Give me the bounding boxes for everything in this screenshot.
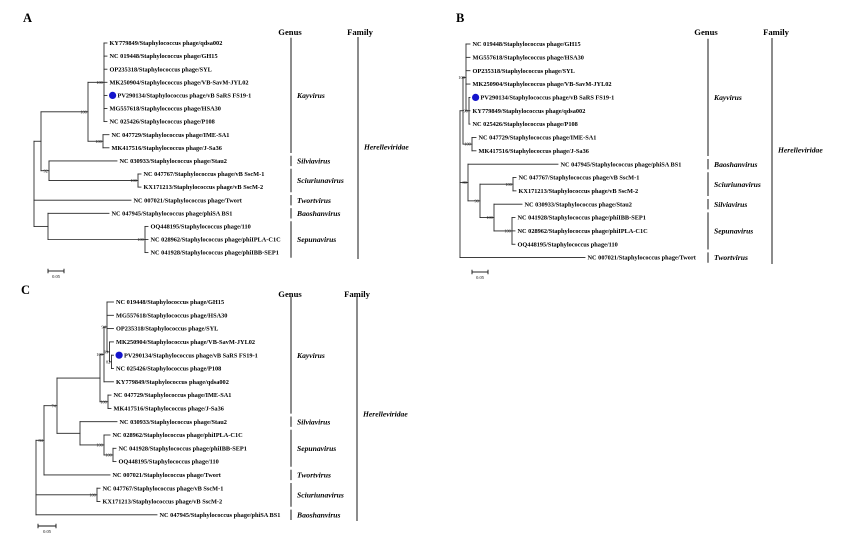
bootstrap-value: 92 (43, 168, 48, 174)
genus-label: Silviavirus (297, 156, 331, 166)
bootstrap-value: 100 (458, 74, 465, 80)
taxon-label: MG557618/Staphylococcus phage/HSA30 (116, 312, 228, 320)
taxon-label: NC 047767/Staphylococcus phage/vB SscM-1 (102, 485, 224, 493)
bootstrap-value: 100 (95, 138, 102, 144)
bootstrap-value: 90 (463, 108, 468, 114)
taxon-label: NC 041928/Staphylococcus phage/phiIBB-SEP1 (517, 214, 646, 222)
taxon-label: KX171213/Staphylococcus phage/vB SscM-2 (518, 187, 639, 195)
taxon-label: NC 028962/Staphylococcus phage/phiIPLA-C1C (517, 228, 648, 235)
taxon-label: NC 030933/Staphylococcus phage/Stau2 (524, 201, 632, 209)
genus-label: Kayvirus (297, 91, 325, 100)
genus-column-header: Genus (278, 27, 302, 37)
genus-label: Sciuriunavirus (297, 176, 344, 186)
bootstrap-value: 100 (80, 109, 87, 115)
bootstrap-value: 100 (130, 178, 137, 184)
taxon-label: NC 047945/Staphylococcus phage/phiSA BS1 (560, 161, 682, 169)
taxon-label: NC 047945/Staphylococcus phage/phiSA BS1 (111, 210, 233, 218)
taxon-label: MK250904/Staphylococcus phage/VB-SavM-JYL02 (109, 79, 249, 87)
taxon-label: NC 007021/Staphylococcus phage/Twort (587, 254, 696, 262)
query-phage-marker (472, 94, 479, 101)
bootstrap-value: 94 (101, 324, 106, 330)
taxon-label: PV290134/Staphylococcus phage/vB SaRS FS19-1 (124, 352, 258, 360)
genus-label: Twortvirus (297, 470, 331, 480)
taxon-label: NC 047945/Staphylococcus phage/phiSA BS1 (159, 511, 281, 519)
taxon-label: NC 007021/Staphylococcus phage/Twort (133, 197, 242, 205)
scale-bar-label: 0.05 (476, 275, 484, 280)
taxon-label: MK417516/Staphylococcus phage/J-Sa36 (478, 147, 589, 155)
taxon-label: NC 019448/Staphylococcus phage/GH15 (109, 53, 218, 61)
taxon-label: PV290134/Staphylococcus phage/vB SaRS FS19-1 (117, 92, 252, 100)
taxon-label: MK250904/Staphylococcus phage/VB-SavM-JYL02 (116, 339, 256, 346)
bootstrap-value: 99 (104, 349, 109, 355)
taxon-label: MK417516/Staphylococcus phage/J-Sa36 (111, 144, 222, 152)
taxon-label: NC 028962/Staphylococcus phage/phiIPLA-C1C (150, 236, 281, 244)
genus-label: Kayvirus (297, 350, 325, 360)
query-phage-marker (109, 92, 116, 99)
taxon-label: NC 028962/Staphylococcus phage/phiIPLA-C1C (112, 432, 243, 440)
taxon-label: NC 041928/Staphylococcus phage/phiIBB-SEP1 (118, 445, 247, 453)
bootstrap-value: 90 (474, 198, 479, 204)
panel-A (23, 11, 409, 279)
taxon-label: OQ448195/Staphylococcus phage/110 (150, 223, 251, 231)
bootstrap-value: 100 (486, 215, 493, 221)
family-column-header: Family (347, 27, 373, 37)
bootstrap-value: 100 (504, 228, 511, 234)
panel-label: A (23, 11, 33, 25)
taxon-label: KX171213/Staphylococcus phage/vB SscM-2 (143, 184, 264, 192)
taxon-label: PV290134/Staphylococcus phage/vB SaRS FS19-1 (480, 94, 615, 102)
genus-label: Baoshanvirus (297, 208, 341, 218)
family-label: Herelleviridae (363, 409, 408, 419)
panel-C (21, 283, 408, 534)
bootstrap-value: 100 (505, 181, 512, 187)
bootstrap-value: 100 (100, 399, 107, 405)
taxon-label: KY779849/Staphylococcus phage/qdsa002 (116, 378, 229, 386)
taxon-label: NC 041928/Staphylococcus phage/phiIBB-SEP1 (150, 249, 279, 257)
taxon-label: MK417516/Staphylococcus phage/J-Sa36 (113, 405, 224, 413)
genus-label: Baoshanvirus (714, 159, 758, 169)
query-phage-marker (116, 352, 123, 359)
bootstrap-value: 74 (51, 403, 56, 409)
taxon-label: NC 047729/Staphylococcus phage/IME-SA1 (478, 134, 597, 142)
taxon-label: MK250904/Staphylococcus phage/VB-SavM-JYL02 (472, 81, 612, 89)
taxon-label: NC 047767/Staphylococcus phage/vB SscM-1 (518, 174, 640, 182)
bootstrap-value: 100 (464, 141, 471, 147)
taxon-label: OP235318/Staphylococcus phage/SYL (116, 325, 219, 333)
scale-bar (472, 270, 488, 280)
taxon-label: OQ448195/Staphylococcus phage/110 (118, 458, 219, 466)
bootstrap-value: 100 (96, 79, 103, 85)
family-column-header: Family (344, 289, 370, 299)
family-label: Herelleviridae (364, 142, 409, 152)
taxon-label: NC 047729/Staphylococcus phage/IME-SA1 (111, 131, 230, 139)
genus-column-header: Genus (694, 27, 718, 37)
taxon-label: NC 007021/Staphylococcus phage/Twort (112, 472, 221, 479)
bootstrap-value: 84 (38, 437, 43, 443)
taxon-label: NC 030933/Staphylococcus phage/Stau2 (119, 418, 227, 426)
bootstrap-value: 100 (96, 351, 103, 357)
genus-label: Sciuriunavirus (297, 490, 344, 500)
bootstrap-value: 100 (96, 442, 103, 448)
taxon-label: NC 030933/Staphylococcus phage/Stau2 (119, 158, 227, 165)
panel-label: C (21, 283, 31, 297)
genus-label: Baoshanvirus (297, 510, 341, 520)
taxon-label: OP235318/Staphylococcus phage/SYL (109, 66, 212, 74)
genus-label: Sepunavirus (714, 226, 754, 236)
genus-label: Sepunavirus (297, 235, 337, 245)
taxon-label: NC 025426/Staphylococcus phage/P108 (109, 118, 215, 126)
genus-label: Silviavirus (714, 199, 748, 209)
taxon-label: NC 047729/Staphylococcus phage/IME-SA1 (113, 392, 232, 400)
taxon-label: NC 019448/Staphylococcus phage/GH15 (472, 41, 581, 49)
taxon-label: NC 019448/Staphylococcus phage/GH15 (116, 299, 225, 307)
taxon-label: KY779849/Staphylococcus phage/qdsa002 (109, 40, 223, 48)
taxon-label: MG557618/Staphylococcus phage/HSA30 (472, 54, 584, 62)
family-column-header: Family (763, 27, 789, 37)
scale-bar-label: 0.05 (52, 274, 60, 279)
taxon-label: NC 025426/Staphylococcus phage/P108 (116, 365, 222, 373)
taxon-label: KY779849/Staphylococcus phage/qdsa002 (472, 107, 586, 115)
genus-label: Kayvirus (714, 93, 742, 102)
scale-bar-label: 0.05 (43, 529, 51, 534)
panel-B (456, 11, 823, 280)
genus-label: Sciuriunavirus (714, 179, 761, 189)
bootstrap-value: 82 (106, 359, 111, 365)
genus-label: Silviavirus (297, 417, 331, 427)
taxon-label: NC 047767/Staphylococcus phage/vB SscM-1 (143, 171, 265, 179)
bootstrap-value: 100 (105, 452, 112, 458)
taxon-label: OP235318/Staphylococcus phage/SYL (472, 67, 575, 75)
panel-label: B (456, 11, 465, 25)
genus-column-header: Genus (278, 289, 302, 299)
taxon-label: MG557618/Staphylococcus phage/HSA30 (109, 105, 221, 113)
taxon-label: OQ448195/Staphylococcus phage/110 (517, 241, 618, 249)
bootstrap-value: 100 (89, 492, 96, 498)
bootstrap-value: 100 (137, 237, 144, 243)
bootstrap-value: 80 (462, 180, 467, 186)
scale-bar (38, 524, 56, 534)
taxon-label: KX171213/Staphylococcus phage/vB SscM-2 (102, 498, 223, 506)
scale-bar (48, 269, 64, 279)
family-label: Herelleviridae (778, 145, 823, 155)
taxon-label: NC 025426/Staphylococcus phage/P108 (472, 121, 578, 129)
genus-label: Twortvirus (297, 195, 331, 205)
genus-label: Twortvirus (714, 253, 748, 263)
genus-label: Sepunavirus (297, 443, 337, 453)
